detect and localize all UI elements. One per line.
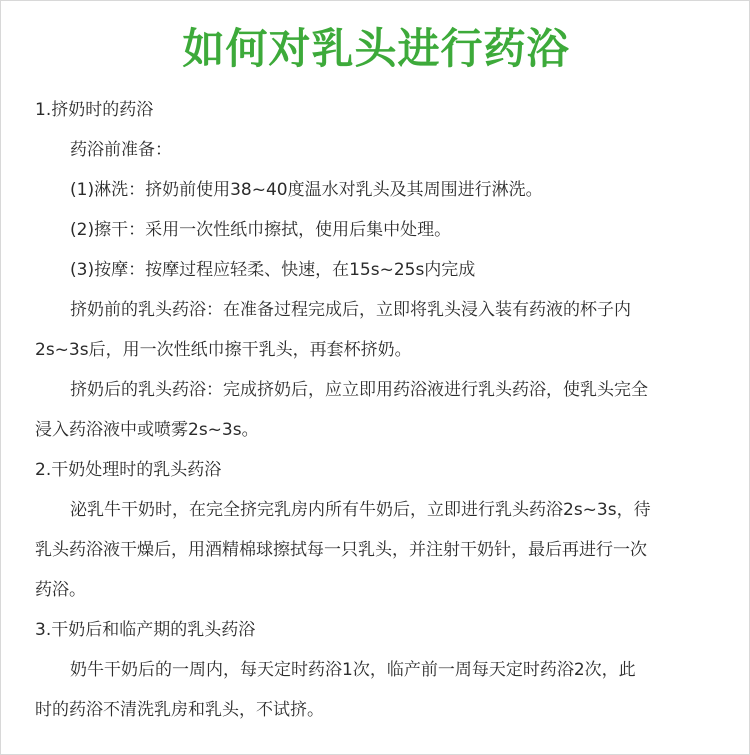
prep-label: 药浴前准备： <box>70 140 172 160</box>
pre-milking-line-1: 挤奶前的乳头药浴：在准备过程完成后，立即将乳头浸入装有药液的杯子内 <box>70 300 631 320</box>
post-milking-line-1: 挤奶后的乳头药浴：完成挤奶后，应立即用药浴液进行乳头药浴，使乳头完全 <box>70 380 648 400</box>
section-heading-2: 2.干奶处理时的乳头药浴 <box>35 460 222 480</box>
article-body <box>35 98 725 723</box>
pre-milking-line-2: 2s~3s后，用一次性纸巾擦干乳头，再套杯挤奶。 <box>35 340 412 360</box>
dry-off-line-3: 药浴。 <box>35 580 86 600</box>
section-heading-1: 1.挤奶时的药浴 <box>35 100 154 120</box>
post-milking-line-2: 浸入药浴液中或喷雾2s~3s。 <box>35 420 259 440</box>
dry-off-line-2: 乳头药浴液干燥后，用酒精棉球擦拭每一只乳头，并注射干奶针，最后再进行一次 <box>35 540 647 560</box>
prep-step-3: (3)按摩：按摩过程应轻柔、快速，在15s~25s内完成 <box>70 260 476 280</box>
prepartum-line-1: 奶牛干奶后的一周内，每天定时药浴1次，临产前一周每天定时药浴2次，此 <box>70 660 636 680</box>
prep-step-1: (1)淋洗：挤奶前使用38~40度温水对乳头及其周围进行淋洗。 <box>70 180 543 200</box>
dry-off-line-1: 泌乳牛干奶时，在完全挤完乳房内所有牛奶后，立即进行乳头药浴2s~3s，待 <box>70 500 651 520</box>
prepartum-line-2: 时的药浴不清洗乳房和乳头，不试挤。 <box>35 700 324 720</box>
section-heading-3: 3.干奶后和临产期的乳头药浴 <box>35 620 256 640</box>
page-title: 如何对乳头进行药浴 <box>182 24 570 73</box>
prep-step-2: (2)擦干：采用一次性纸巾擦拭，使用后集中处理。 <box>70 220 452 240</box>
